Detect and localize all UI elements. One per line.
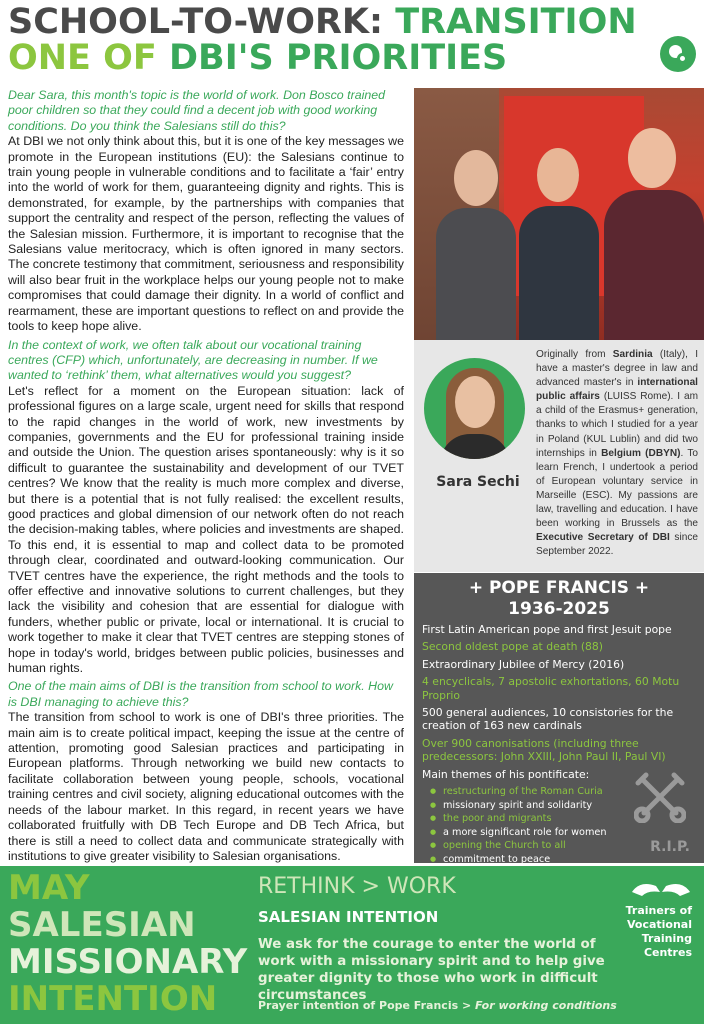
title-part-school-to-work: SCHOOL-TO-WORK: xyxy=(8,2,384,42)
interview-column xyxy=(8,88,404,864)
title-part-dbi-priorities: DBI'S PRIORITIES xyxy=(169,38,508,78)
pope-fact: Main themes of his pontificate: xyxy=(422,767,590,781)
interview-answer-2: Let's reflect for a moment on the European situation: lack of professional figures on a large scale, urgent need for skills that respond to the rapid changes in the world of work, new investments by companies, governments and the EU for professional training inside and outside the Union. The question arises spontaneously: why is it so difficult to guarantee the sustainability and development of our TVET centres? We know that the reality is much more complex and diverse, but there is a potential that is not fully realised: the excellent results, good practices and global dimension of our network often do not reach the decision-making tables, where policies and investments are shaped. To this end, it is essential to map and collect data to be promoted through clear, coordinated and outward-looking communication. Our TVET centres have the experience, the right methods and the tools to offer effective and innovative solutions to current challenges, but they lack the visibility and cohesion that are essential for dialogue with funders, whether public or private, local or international. It is crucial to work together to make it clear that TVET centres are stepping stones of hope in today's world, bridges between public policies, businesses and human rights. xyxy=(8,383,404,676)
may-salesian-missionary-intention: MAY SALESIAN MISSIONARY INTENTION xyxy=(8,868,248,1019)
interview-answer-1: At DBI we not only think about this, but it is one of the key messages we promote in the European institutions (EU): the Salesians continue to train young people in vulnerable conditions and to facilitate a ‘fair’ entry into the world of work for them, guaranteeing dignity and rights. This is demonstrated, for example, by the partnerships with companies that support the centrality and respect of the person, reflecting the values of the Salesian mission. Furthermore, it is important to recognise that the Salesians value meritocracy, which is often ignored in many sectors. The concrete testimony that commitment, seriousness and responsibility will also bear fruit in the workplace helps our young people not to make compromises that could damage their dignity. In a world of conflict and rearmament, these are important questions to reflect on and provide the tools to keep hope alive. xyxy=(8,134,404,334)
intention-banner xyxy=(0,866,704,1024)
theme-list-item: ● a more significant role for women xyxy=(430,826,700,840)
dbi-logo-icon xyxy=(660,36,696,72)
open-hands-icon xyxy=(630,878,692,900)
title-part-one-of: ONE OF xyxy=(8,38,157,78)
trainers-label: Trainers of Vocational Training Centres xyxy=(625,904,692,959)
title-line-1 xyxy=(8,2,637,42)
theme-list-item: ● commitment to peace xyxy=(430,853,700,867)
bio-name: Sara Sechi xyxy=(436,474,520,490)
interview-question-1: Dear Sara, this month's topic is the world of work. Don Bosco trained poor children so that they could find a decent job with good working conditions. Do you think the Salesians still do this? xyxy=(8,88,386,133)
rip-label: R.I.P. xyxy=(650,839,690,855)
avatar xyxy=(424,358,525,459)
group-photo xyxy=(414,88,704,340)
crossed-keys-icon xyxy=(634,771,686,823)
pope-fact: 4 encyclicals, 7 apostolic exhortations, 60 Motu Proprio xyxy=(422,675,680,702)
pope-fact: Extraordinary Jubilee of Mercy (2016) xyxy=(422,657,625,671)
title-part-transition: TRANSITION xyxy=(395,2,637,42)
interview-question-2: In the context of work, we often talk about our vocational training centres (CFP) which, unfortunately, are decreasing in number. If we wanted to ‘rethink’ them, what alternatives would you suggest? xyxy=(8,337,378,383)
theme-list-item: ● missionary spirit and solidarity xyxy=(430,799,700,813)
title-line-2 xyxy=(8,38,507,78)
bio-panel xyxy=(414,340,704,572)
intention-text: We ask for the courage to enter the world of work with a missionary spirit and to help give greater dignity to those who work in difficult circumstances xyxy=(258,937,605,1003)
theme-list-item: ● the poor and migrants xyxy=(430,812,700,826)
pope-francis-panel xyxy=(414,573,704,866)
interview-answer-3: The transition from school to work is one of DBI's three priorities. The main aim is to create political impact, keeping the issue at the centre of attention, promoting good Salesian practices and participating in European platforms. Through networking we build new contacts to facilitate collaboration between young people, schools, vocational training centres and civil society, aligning educational outcomes with the needs of the labour market. In this regard, in recent years we have collaborated fruitfully with DB Tech Europe and DB Tech Africa, but there is still a need to collect data and communicate strategically with institutions to give greater visibility to Salesian organisations. xyxy=(8,710,404,863)
bio-text: Originally from Sardinia (Italy), I have a master's degree in law and advanced master's in international public affairs (LUISS Rome). I am a child of the Erasmus+ generation, thanks to which I studied for a year in Poland (KUL Lublin) and did two internships in Belgium (DBYN). To learn French, I undertook a period of European voluntary service in Marseille (ESC). My passions are law, travelling and education. I have been working in Brussels as the Executive Secretary of DBI since September 2022. xyxy=(536,349,699,558)
prayer-intention-line: Prayer intention of Pope Francis > For working conditions xyxy=(258,999,617,1012)
theme-list-item: ● opening the Church to all xyxy=(430,839,700,853)
pope-facts xyxy=(422,623,700,867)
rethink-work-heading: RETHINK > WORK xyxy=(258,874,456,899)
pope-fact: Second oldest pope at death (88) xyxy=(422,640,604,654)
pope-fact: Over 900 canonisations (including three predecessors: John XXIII, John Paul II, Paul VI) xyxy=(422,736,666,764)
pope-fact: 500 general audiences, 10 consistories for the creation of 163 new cardinals xyxy=(422,706,674,733)
salesian-intention-subheading: SALESIAN INTENTION xyxy=(258,908,439,926)
interview-question-3: One of the main aims of DBI is the transition from school to work. How is DBI managing to achieve this? xyxy=(8,679,393,709)
pope-title: + POPE FRANCIS + 1936-2025 xyxy=(468,578,650,619)
theme-list-item: ● restructuring of the Roman Curia xyxy=(430,785,700,799)
pope-fact: First Latin American pope and first Jesuit pope xyxy=(422,623,672,636)
